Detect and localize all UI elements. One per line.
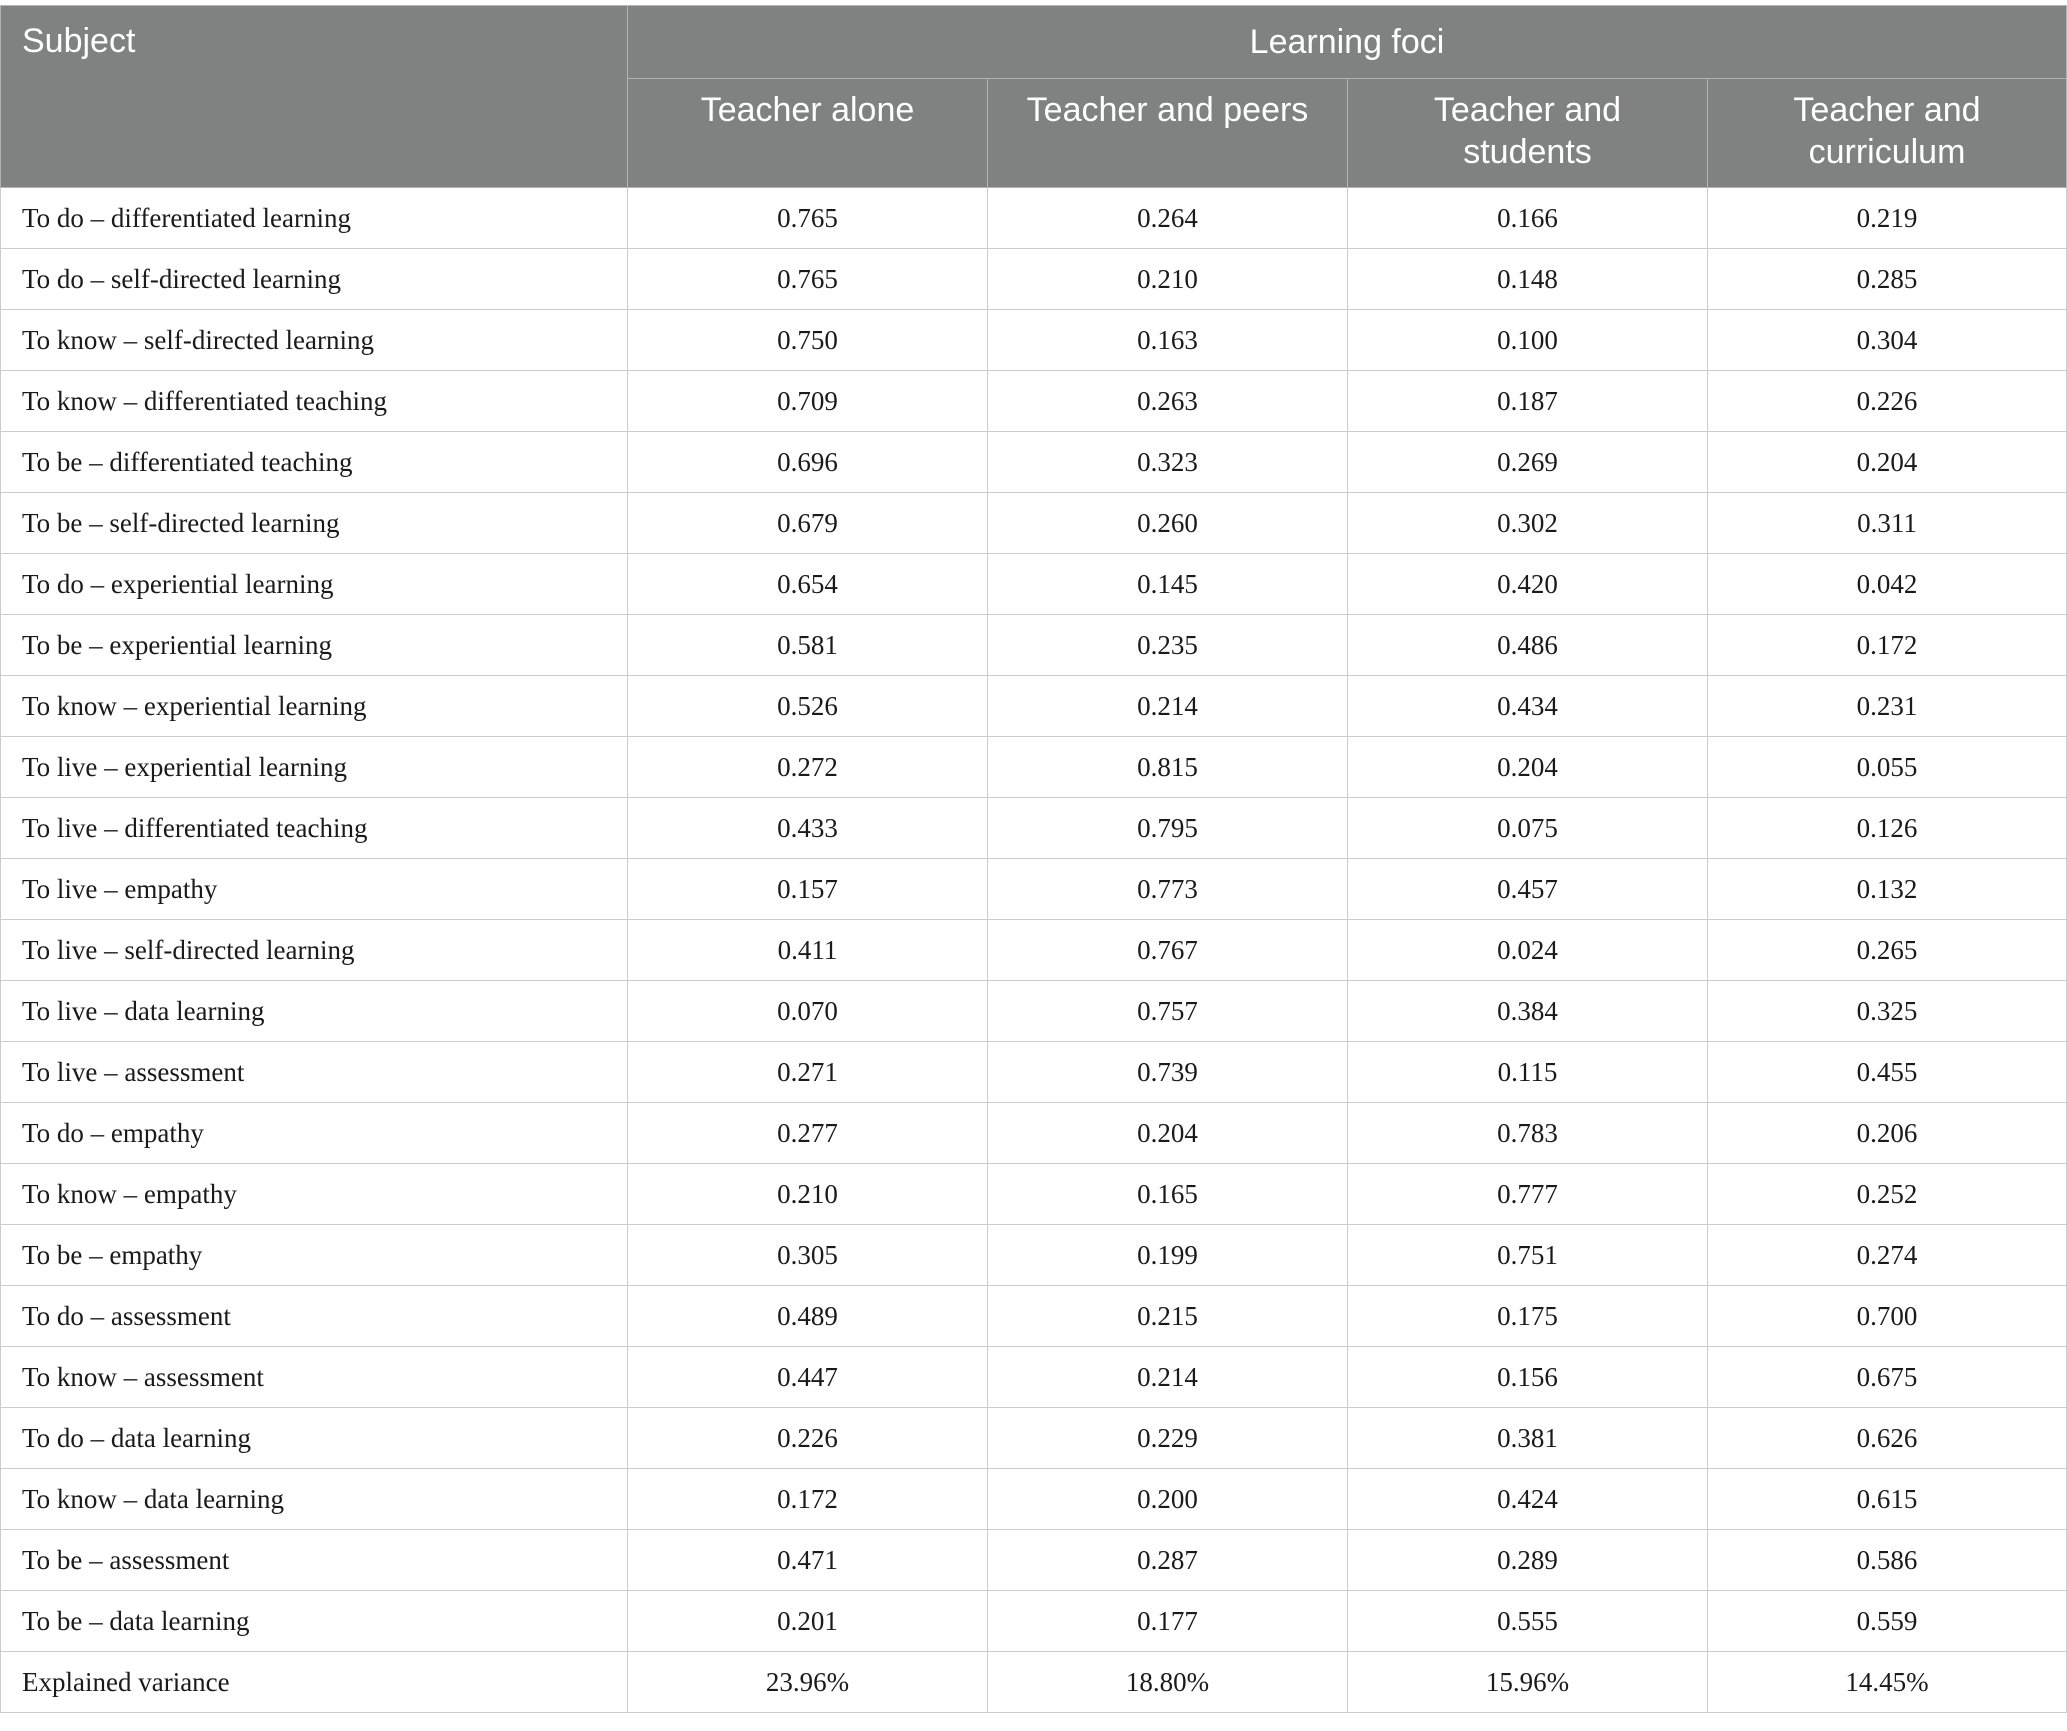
loading-value-cell: 0.260	[988, 493, 1348, 554]
table-row	[1, 1347, 2067, 1408]
loading-value-cell: 0.252	[1708, 1164, 2067, 1225]
loading-value-cell: 0.700	[1708, 1286, 2067, 1347]
learning-foci-table	[0, 5, 2067, 1713]
table-row	[1, 676, 2067, 737]
loading-value-cell: 0.773	[988, 859, 1348, 920]
loading-value-cell: 0.434	[1348, 676, 1708, 737]
loading-value-cell: 0.042	[1708, 554, 2067, 615]
loading-value-cell: 0.272	[628, 737, 988, 798]
subject-cell: To live – self-directed learning	[1, 920, 628, 981]
loading-value-cell: 0.302	[1348, 493, 1708, 554]
loading-value-cell: 0.311	[1708, 493, 2067, 554]
explained-variance-cell: 15.96%	[1348, 1652, 1708, 1713]
column-header-teacher-and-peers: Teacher and peers	[988, 79, 1348, 188]
subject-cell: To be – experiential learning	[1, 615, 628, 676]
table-row	[1, 981, 2067, 1042]
subject-cell: To do – assessment	[1, 1286, 628, 1347]
loading-value-cell: 0.555	[1348, 1591, 1708, 1652]
loading-value-cell: 0.235	[988, 615, 1348, 676]
loading-value-cell: 0.172	[1708, 615, 2067, 676]
subject-cell: To live – assessment	[1, 1042, 628, 1103]
table-row	[1, 1042, 2067, 1103]
loading-value-cell: 0.226	[628, 1408, 988, 1469]
loading-value-cell: 0.384	[1348, 981, 1708, 1042]
subject-cell: To do – experiential learning	[1, 554, 628, 615]
subject-cell: To live – empathy	[1, 859, 628, 920]
loading-value-cell: 0.325	[1708, 981, 2067, 1042]
loading-value-cell: 0.783	[1348, 1103, 1708, 1164]
loading-value-cell: 0.055	[1708, 737, 2067, 798]
loading-value-cell: 0.433	[628, 798, 988, 859]
loading-value-cell: 0.271	[628, 1042, 988, 1103]
loading-value-cell: 0.411	[628, 920, 988, 981]
loading-value-cell: 0.265	[1708, 920, 2067, 981]
loading-value-cell: 0.559	[1708, 1591, 2067, 1652]
loading-value-cell: 0.024	[1348, 920, 1708, 981]
loading-value-cell: 0.214	[988, 1347, 1348, 1408]
subject-cell: To live – differentiated teaching	[1, 798, 628, 859]
loading-value-cell: 0.156	[1348, 1347, 1708, 1408]
subject-cell: To be – empathy	[1, 1225, 628, 1286]
explained-variance-label: Explained variance	[1, 1652, 628, 1713]
loading-value-cell: 0.204	[988, 1103, 1348, 1164]
loading-value-cell: 0.157	[628, 859, 988, 920]
table-row	[1, 554, 2067, 615]
subject-cell: To know – data learning	[1, 1469, 628, 1530]
loading-value-cell: 0.100	[1348, 310, 1708, 371]
column-header-teacher-alone: Teacher alone	[628, 79, 988, 188]
subject-cell: To do – self-directed learning	[1, 249, 628, 310]
table-container	[0, 5, 2066, 1713]
loading-value-cell: 0.075	[1348, 798, 1708, 859]
loading-value-cell: 0.165	[988, 1164, 1348, 1225]
loading-value-cell: 0.679	[628, 493, 988, 554]
loading-value-cell: 0.581	[628, 615, 988, 676]
subject-cell: To be – differentiated teaching	[1, 432, 628, 493]
loading-value-cell: 0.675	[1708, 1347, 2067, 1408]
loading-value-cell: 0.177	[988, 1591, 1348, 1652]
loading-value-cell: 0.815	[988, 737, 1348, 798]
loading-value-cell: 0.654	[628, 554, 988, 615]
table-row	[1, 493, 2067, 554]
header-subject: Subject	[1, 6, 628, 188]
table-row	[1, 1591, 2067, 1652]
loading-value-cell: 0.739	[988, 1042, 1348, 1103]
loading-value-cell: 0.175	[1348, 1286, 1708, 1347]
table-row	[1, 1225, 2067, 1286]
table-header	[1, 6, 2067, 188]
loading-value-cell: 0.226	[1708, 371, 2067, 432]
loading-value-cell: 0.187	[1348, 371, 1708, 432]
subject-cell: To know – differentiated teaching	[1, 371, 628, 432]
loading-value-cell: 0.304	[1708, 310, 2067, 371]
loading-value-cell: 0.287	[988, 1530, 1348, 1591]
loading-value-cell: 0.145	[988, 554, 1348, 615]
loading-value-cell: 0.215	[988, 1286, 1348, 1347]
table-row	[1, 920, 2067, 981]
loading-value-cell: 0.696	[628, 432, 988, 493]
table-row	[1, 1469, 2067, 1530]
loading-value-cell: 0.289	[1348, 1530, 1708, 1591]
loading-value-cell: 0.305	[628, 1225, 988, 1286]
loading-value-cell: 0.586	[1708, 1530, 2067, 1591]
subject-cell: To do – data learning	[1, 1408, 628, 1469]
loading-value-cell: 0.206	[1708, 1103, 2067, 1164]
table-row	[1, 737, 2067, 798]
loading-value-cell: 0.163	[988, 310, 1348, 371]
loading-value-cell: 0.486	[1348, 615, 1708, 676]
loading-value-cell: 0.489	[628, 1286, 988, 1347]
loading-value-cell: 0.132	[1708, 859, 2067, 920]
column-header-teacher-and-students: Teacher and students	[1348, 79, 1708, 188]
subject-cell: To be – self-directed learning	[1, 493, 628, 554]
loading-value-cell: 0.457	[1348, 859, 1708, 920]
header-learning-foci: Learning foci	[628, 6, 2067, 79]
loading-value-cell: 0.274	[1708, 1225, 2067, 1286]
loading-value-cell: 0.709	[628, 371, 988, 432]
loading-value-cell: 0.199	[988, 1225, 1348, 1286]
explained-variance-row	[1, 1652, 2067, 1713]
table-row	[1, 1408, 2067, 1469]
subject-cell: To know – assessment	[1, 1347, 628, 1408]
table-row	[1, 432, 2067, 493]
table-row	[1, 249, 2067, 310]
loading-value-cell: 0.526	[628, 676, 988, 737]
loading-value-cell: 0.172	[628, 1469, 988, 1530]
loading-value-cell: 0.757	[988, 981, 1348, 1042]
loading-value-cell: 0.750	[628, 310, 988, 371]
loading-value-cell: 0.285	[1708, 249, 2067, 310]
loading-value-cell: 0.210	[988, 249, 1348, 310]
loading-value-cell: 0.765	[628, 249, 988, 310]
loading-value-cell: 0.795	[988, 798, 1348, 859]
subject-cell: To live – experiential learning	[1, 737, 628, 798]
loading-value-cell: 0.148	[1348, 249, 1708, 310]
header-row-top	[1, 6, 2067, 79]
subject-cell: To live – data learning	[1, 981, 628, 1042]
loading-value-cell: 0.277	[628, 1103, 988, 1164]
loading-value-cell: 0.626	[1708, 1408, 2067, 1469]
loading-value-cell: 0.269	[1348, 432, 1708, 493]
loading-value-cell: 0.455	[1708, 1042, 2067, 1103]
loading-value-cell: 0.200	[988, 1469, 1348, 1530]
table-row	[1, 371, 2067, 432]
table-row	[1, 188, 2067, 249]
loading-value-cell: 0.204	[1708, 432, 2067, 493]
table-body	[1, 188, 2067, 1713]
subject-cell: To know – empathy	[1, 1164, 628, 1225]
loading-value-cell: 0.767	[988, 920, 1348, 981]
table-row	[1, 798, 2067, 859]
loading-value-cell: 0.210	[628, 1164, 988, 1225]
loading-value-cell: 0.777	[1348, 1164, 1708, 1225]
loading-value-cell: 0.615	[1708, 1469, 2067, 1530]
table-row	[1, 859, 2067, 920]
loading-value-cell: 0.070	[628, 981, 988, 1042]
explained-variance-cell: 18.80%	[988, 1652, 1348, 1713]
loading-value-cell: 0.765	[628, 188, 988, 249]
loading-value-cell: 0.219	[1708, 188, 2067, 249]
subject-cell: To be – assessment	[1, 1530, 628, 1591]
loading-value-cell: 0.447	[628, 1347, 988, 1408]
loading-value-cell: 0.381	[1348, 1408, 1708, 1469]
loading-value-cell: 0.204	[1348, 737, 1708, 798]
table-row	[1, 1286, 2067, 1347]
subject-cell: To do – empathy	[1, 1103, 628, 1164]
loading-value-cell: 0.424	[1348, 1469, 1708, 1530]
loading-value-cell: 0.471	[628, 1530, 988, 1591]
subject-cell: To do – differentiated learning	[1, 188, 628, 249]
column-header-teacher-and-curriculum: Teacher and curriculum	[1708, 79, 2067, 188]
loading-value-cell: 0.214	[988, 676, 1348, 737]
loading-value-cell: 0.323	[988, 432, 1348, 493]
table-row	[1, 310, 2067, 371]
loading-value-cell: 0.166	[1348, 188, 1708, 249]
loading-value-cell: 0.231	[1708, 676, 2067, 737]
subject-cell: To know – experiential learning	[1, 676, 628, 737]
explained-variance-cell: 23.96%	[628, 1652, 988, 1713]
subject-cell: To know – self-directed learning	[1, 310, 628, 371]
table-row	[1, 1103, 2067, 1164]
loading-value-cell: 0.264	[988, 188, 1348, 249]
loading-value-cell: 0.201	[628, 1591, 988, 1652]
table-row	[1, 1530, 2067, 1591]
table-row	[1, 615, 2067, 676]
loading-value-cell: 0.126	[1708, 798, 2067, 859]
table-row	[1, 1164, 2067, 1225]
loading-value-cell: 0.263	[988, 371, 1348, 432]
explained-variance-cell: 14.45%	[1708, 1652, 2067, 1713]
loading-value-cell: 0.115	[1348, 1042, 1708, 1103]
loading-value-cell: 0.229	[988, 1408, 1348, 1469]
subject-cell: To be – data learning	[1, 1591, 628, 1652]
loading-value-cell: 0.420	[1348, 554, 1708, 615]
loading-value-cell: 0.751	[1348, 1225, 1708, 1286]
